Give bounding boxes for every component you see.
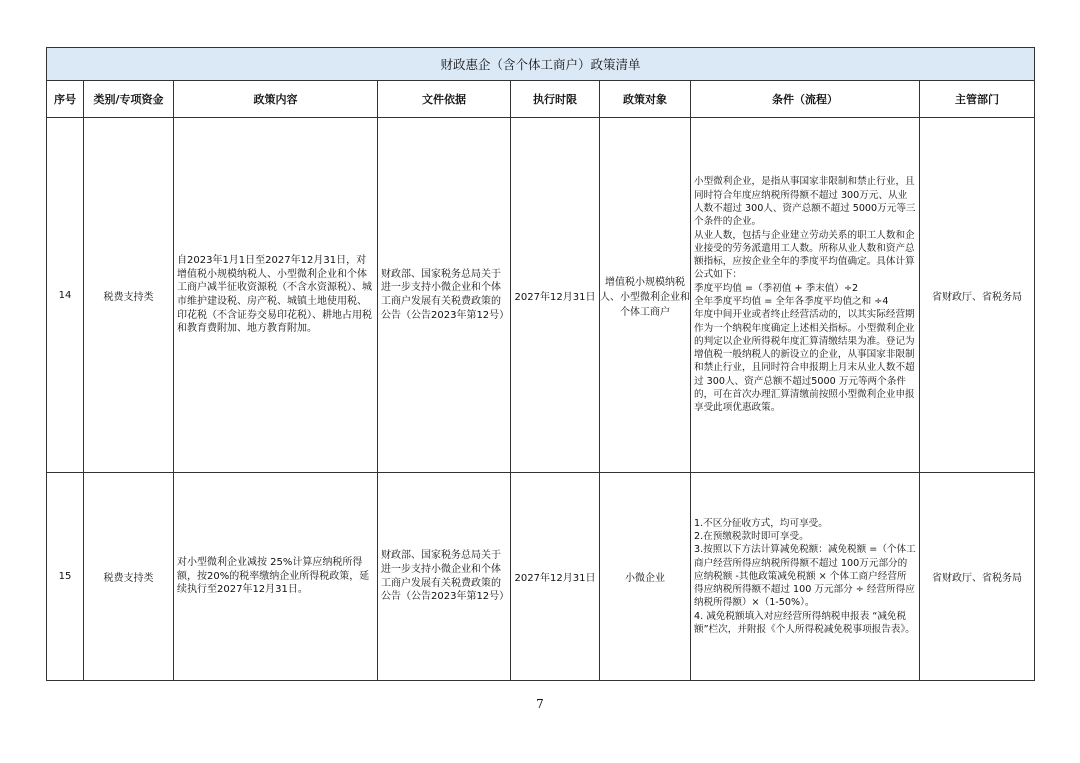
table-row [47,118,1035,473]
condition-item: 1.不区分征收方式，均可享受。 [694,517,828,529]
row-no: 14 [47,118,84,473]
row-department: 省财政厅、省税务局 [920,118,1035,473]
header-department: 主管部门 [920,81,1035,118]
table-row [47,473,1035,681]
row-category: 税费支持类 [84,118,174,473]
condition-paragraph: 从业人数，包括与企业建立劳动关系的职工人数和企业接受的劳务派遣用工人数。所称从业人数和资产总额指标，应按企业全年的季度平均值确定。具体计算公式如下： [694,229,915,281]
header-content: 政策内容 [174,81,378,118]
condition-formula: 季度平均值 =（季初值 + 季末值）÷2 [694,282,859,294]
policy-table [46,47,1035,681]
row-content: 自2023年1月1日至2027年12月31日，对增值税小规模纳税人、小型微利企业和个体工商户减半征收资源税（不含水资源税）、城市维护建设税、房产税、城镇土地使用税、印花税（不含证券交易印花税）、耕地占用税和教育费附加、地方教育附加。 [174,118,378,473]
page-number: 7 [536,697,544,711]
header-no: 序号 [47,81,84,118]
header-category: 类别/专项资金 [84,81,174,118]
condition-paragraph: 年度中间开业或者终止经营活动的，以其实际经营期作为一个纳税年度确定上述相关指标。小型微利企业的判定以企业所得税年度汇算清缴结果为准。登记为增值税一般纳税人的新设立的企业，从事国家非限制和禁止行业，且同时符合申报期上月末从业人数不超过 300人、资产总额不超过5000 万元等两个条件的，可在首次办理汇算清缴前按照小型微利企业申报享受此项优惠政策。 [694,309,915,414]
header-basis: 文件依据 [378,81,511,118]
header-conditions: 条件（流程） [691,81,920,118]
row-basis: 财政部、国家税务总局关于进一步支持小微企业和个体工商户发展有关税费政策的公告（公告2023年第12号） [378,473,511,681]
row-target: 小微企业 [600,473,691,681]
table-title: 财政惠企（含个体工商户）政策清单 [47,48,1035,81]
header-target: 政策对象 [600,81,691,118]
condition-item: 2.在预缴税款时即可享受。 [694,530,809,542]
condition-formula: 全年季度平均值 = 全年各季度平均值之和 ÷4 [694,296,889,307]
row-basis: 财政部、国家税务总局关于进一步支持小微企业和个体工商户发展有关税费政策的公告（公告2023年第12号） [378,118,511,473]
header-deadline: 执行时限 [511,81,600,118]
row-target: 增值税小规模纳税人、小型微利企业和个体工商户 [600,118,691,473]
row-deadline: 2027年12月31日 [511,473,600,681]
row-conditions [691,473,920,681]
condition-item: 4. 减免税额填入对应经营所得纳税申报表 “减免税额”栏次，并附报《个人所得税减免税事项报告表》。 [694,610,915,636]
condition-item: 3.按照以下方法计算减免税额：减免税额 =（个体工商户经营所得应纳税所得额不超过 100万元部分的应纳税额 -其他政策减免税额 × 个体工商户经营所得应纳税所得额不超过 100 万元部分 ÷ 经营所得应纳税所得额）×（1-50%）。 [694,544,916,609]
row-content: 对小型微利企业减按 25%计算应纳税所得额，按20%的税率缴纳企业所得税政策，延续执行至2027年12月31日。 [174,473,378,681]
row-no: 15 [47,473,84,681]
row-conditions [691,118,920,473]
row-department: 省财政厅、省税务局 [920,473,1035,681]
row-deadline: 2027年12月31日 [511,118,600,473]
row-category: 税费支持类 [84,473,174,681]
condition-paragraph: 小型微利企业，是指从事国家非限制和禁止行业，且同时符合年度应纳税所得额不超过 300万元、从业人数不超过 300人、资产总额不超过 5000万元等三个条件的企业。 [694,176,916,228]
